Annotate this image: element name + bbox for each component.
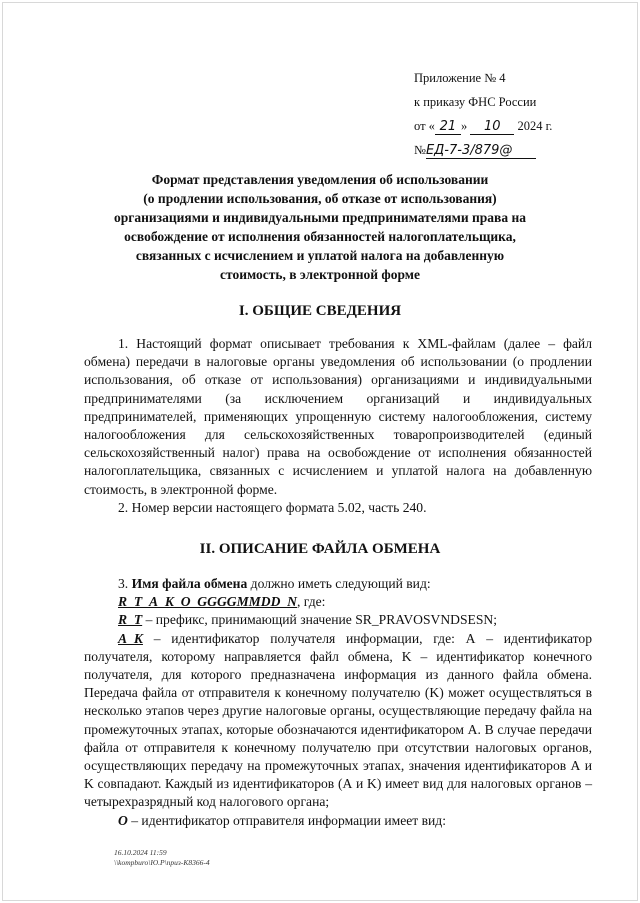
appendix-block [414, 66, 624, 162]
file-name-pattern: R_T_A_K_O_GGGGMMDD_N, где: [118, 594, 326, 610]
document-title: Формат представления уведомления об использовании (о продлении использования, об отказе от использования) организациями и индивидуальными предпринимателями права на освобождение от исполнения обязанностей налогоплательщика, связанных с исчислением и уплатой налога на добавленную стоимость, в электронной форме [113, 172, 526, 282]
section-1-heading: I. ОБЩИЕ СВЕДЕНИЯ [238, 303, 402, 319]
section-1-body [84, 335, 592, 517]
paragraph-1: 1. Настоящий формат описывает требования к XML-файлам (далее – файл обмена) передачи в налоговые органы уведомления об использовании (о продлении использования, об отказе от использования) организациями и индивидуальными предпринимателями (за исключением организаций и индивидуальных предпринимателей, применяющих упрощенную систему налогообложения, систему налогообложения для сельскохозяйственных товаропроизводителей (единый сельскохозяйственный налог) права на освобождение от исполнения обязанностей налогоплательщика, связанных с исчислением и уплатой налога на добавленную стоимость, в электронной форме. [84, 336, 592, 497]
section-2-heading: II. ОПИСАНИЕ ФАЙЛА ОБМЕНА [199, 541, 441, 557]
section-2-body [84, 575, 592, 830]
recipient-definition: A_K – идентификатор получателя информации, где: А – идентификатор получателя, которому направляется файл обмена, K – идентификатор конечного получателя, для которого предназначена информация из данного файла обмена. Передача файла от отправителя к конечному получателю (K) может осуществляться в несколько этапов через другие налоговые органы, осуществляющие передачу файла на промежуточных этапах, которые обозначаются идентификатором А. В случае передачи файла от отправителя к конечному получателю при отсутствии налоговых органов, осуществляющих передачу на промежуточных этапах, значения идентификаторов А и K совпадают. Каждый из идентификаторов (А и K) имеет вид для налоговых органов – четырехразрядный код налогового органа; [84, 630, 592, 810]
file-footer: 16.10.2024 11:59 \\kompburo\Ю.Р\приз-К8366-4 [114, 848, 210, 867]
prefix-definition: R_T – префикс, принимающий значение SR_PRAVOSVNDSESN; [118, 612, 497, 628]
handwritten-month: 10 [470, 120, 514, 135]
handwritten-day: 21 [435, 120, 461, 135]
handwritten-order-number: ЕД-7-3/879@ [426, 144, 536, 159]
appendix-order-ref: к приказу ФНС России [414, 95, 537, 109]
appendix-date: от « 21 » 10 2024 г. [414, 119, 553, 134]
paragraph-3: 3. Имя файла обмена должно иметь следующий вид: [118, 576, 431, 591]
appendix-number: №ЕД-7-3/879@ [414, 138, 624, 162]
paragraph-2: 2. Номер версии настоящего формата 5.02, часть 240. [118, 499, 427, 515]
sender-definition: O – идентификатор отправителя информации имеет вид: [118, 812, 446, 828]
appendix-title: Приложение № 4 [414, 71, 506, 85]
